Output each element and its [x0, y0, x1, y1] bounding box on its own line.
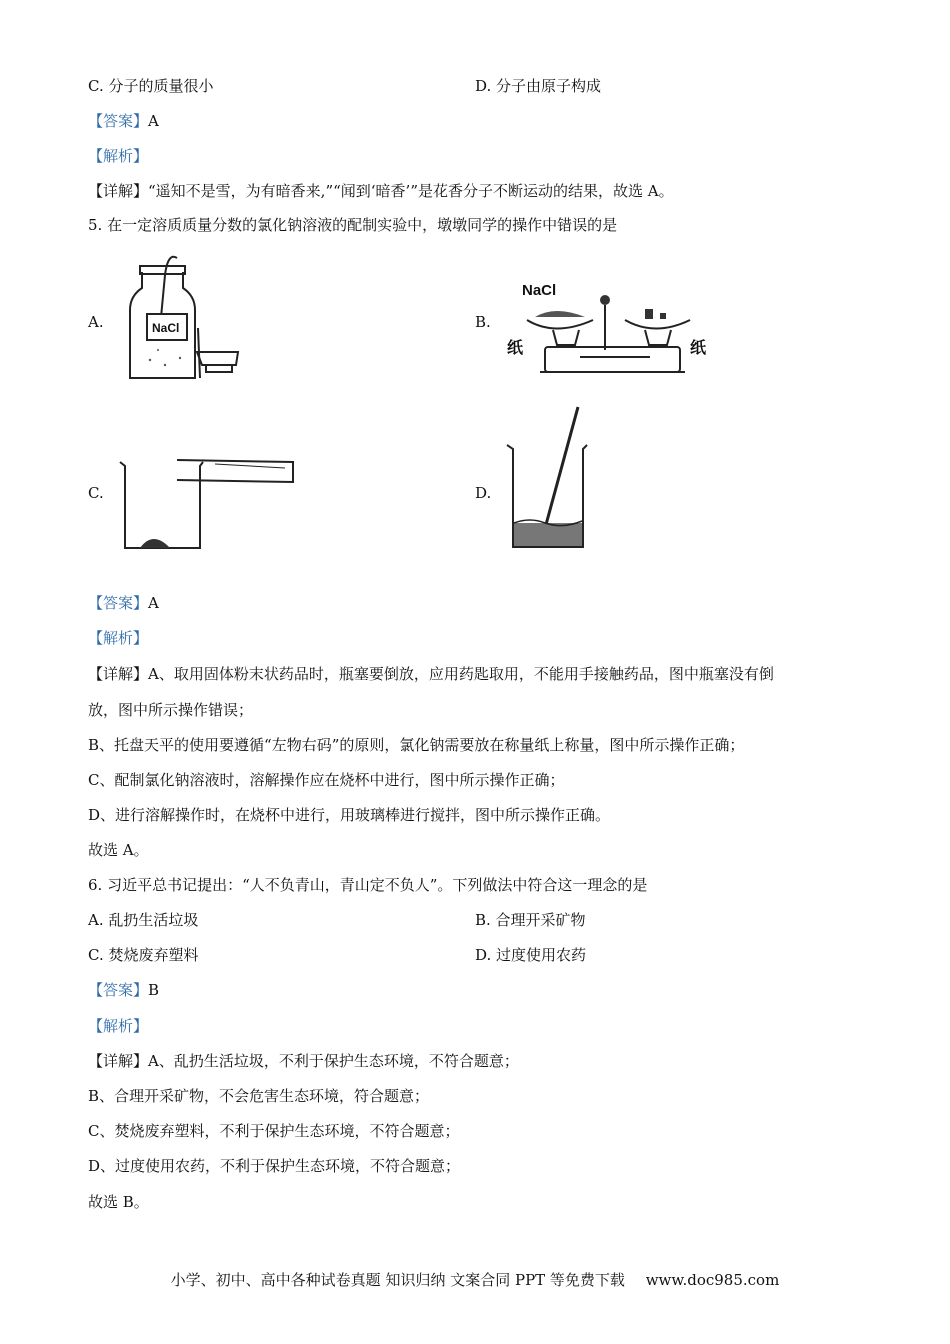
q4-answer	[88, 111, 159, 131]
answer-tag: 【答案】	[88, 594, 149, 612]
stirring-figure	[505, 405, 605, 555]
q6-detail-line-5: 故选 B。	[88, 1193, 149, 1211]
detail-tag: 【详解】	[88, 665, 149, 683]
q5-detail-line-4: C、配制氯化钠溶液时，溶解操作应在烧杯中进行，图中所示操作正确；	[88, 771, 565, 789]
q5-detail-line-3: B、托盘天平的使用要遵循“左物右码”的原则，氯化钠需要放在称量纸上称量，图中所示操作正确；	[88, 736, 745, 754]
q6-option-c: C. 焚烧废弃塑料	[88, 946, 199, 964]
q4-analysis-tag: 【解析】	[88, 147, 149, 165]
q4-detail	[88, 181, 674, 201]
detail-text: “遥知不是雪，为有暗香来,”“闻到‘暗香’”是花香分子不断运动的结果，故选 A。	[148, 182, 674, 200]
page-footer	[0, 1269, 950, 1290]
footer-text: 小学、初中、高中各种试卷真题 知识归纳 文案合同 PPT 等免费下载	[170, 1271, 625, 1289]
q5-label-d: D.	[475, 484, 492, 502]
q6-detail-line-1	[88, 1051, 519, 1071]
balance-nacl-label: NaCl	[522, 282, 557, 299]
q5-label-a: A.	[88, 313, 104, 331]
q6-detail-line-4: D、过度使用农药，不利于保护生态环境，不符合题意；	[88, 1157, 461, 1175]
q4-option-d: D. 分子由原子构成	[475, 77, 602, 95]
q6-stem: 6. 习近平总书记提出：“人不负青山，青山定不负人”。下列做法中符合这一理念的是	[88, 876, 648, 894]
footer-site-link[interactable]: www.doc985.com	[645, 1271, 780, 1289]
answer-value: B	[148, 981, 160, 999]
q6-option-a: A. 乱扔生活垃圾	[88, 911, 199, 929]
q5-answer	[88, 593, 159, 613]
q5-label-c: C.	[88, 484, 104, 502]
q5-analysis-tag: 【解析】	[88, 629, 149, 647]
q6-detail-line-2: B、合理开采矿物，不会危害生态环境，符合题意；	[88, 1087, 430, 1105]
q5-detail-line-2: 放，图中所示操作错误；	[88, 701, 254, 719]
detail-text: A、乱扔生活垃圾，不利于保护生态环境，不符合题意；	[148, 1052, 519, 1070]
q6-detail-line-3: C、焚烧废弃塑料，不利于保护生态环境，不符合题意；	[88, 1122, 460, 1140]
q4-option-c: C. 分子的质量很小	[88, 77, 214, 95]
detail-tag: 【详解】	[88, 1052, 149, 1070]
q5-detail-line-6: 故选 A。	[88, 841, 149, 859]
q6-analysis-tag: 【解析】	[88, 1017, 149, 1035]
q5-stem: 5. 在一定溶质质量分数的氯化钠溶液的配制实验中，墩墩同学的操作中错误的是	[88, 216, 618, 234]
q5-label-b: B.	[475, 313, 491, 331]
nacl-bottle-label: NaCl	[152, 321, 180, 335]
q5-detail-line-5: D、进行溶解操作时，在烧杯中进行，用玻璃棒进行搅拌，图中所示操作正确。	[88, 806, 611, 824]
q5-detail-line-1	[88, 664, 774, 684]
pouring-figure	[115, 440, 300, 555]
paper-label-right: 纸	[690, 340, 707, 357]
q6-option-b: B. 合理开采矿物	[475, 911, 586, 929]
detail-text: A、取用固体粉末状药品时，瓶塞要倒放，应用药匙取用，不能用手接触药品，图中瓶塞没有倒	[148, 665, 774, 683]
paper-label-left: 纸	[507, 340, 524, 357]
answer-tag: 【答案】	[88, 112, 149, 130]
detail-tag: 【详解】	[88, 182, 149, 200]
answer-tag: 【答案】	[88, 981, 149, 999]
q6-answer	[88, 980, 159, 1000]
reagent-bottle-figure	[120, 250, 250, 385]
q6-option-d: D. 过度使用农药	[475, 946, 587, 964]
answer-value: A	[148, 594, 159, 612]
answer-value: A	[148, 112, 159, 130]
balance-figure	[505, 275, 720, 385]
